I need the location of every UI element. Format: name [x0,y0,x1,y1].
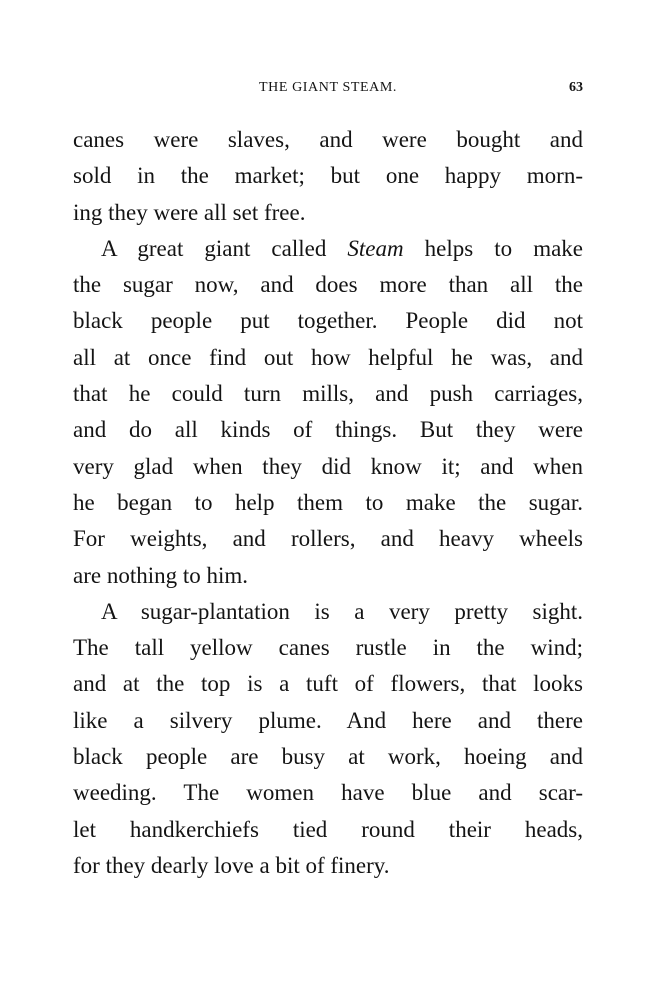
body-text [73,122,583,884]
page-number: 63 [569,80,583,95]
paragraph-3-line-3: and at the top is a tuft of flowers, that looks [73,671,583,697]
paragraph-2-line-9: For weights, and rollers, and heavy wheels [73,526,583,552]
paragraph-3-line-5: black people are busy at work, hoeing and [73,744,583,770]
paragraph-3-line-7: let handkerchiefs tied round their heads, [73,816,583,842]
paragraph-2-line-7: very glad when they did know it; and when [73,453,583,479]
paragraph-2-line-1-start: A great giant called [101,235,348,261]
paragraph-1-line-2: sold in the market; but one happy morn- [73,163,583,189]
paragraph-2-line-4: all at once find out how helpful he was, and [73,344,583,370]
paragraph-1-line-3: ing they were all set free. [73,199,306,225]
paragraph-2-line-10: are nothing to him. [73,562,249,588]
paragraph-3-line-2: The tall yellow canes rustle in the wind; [73,635,583,661]
paragraph-2-line-2: the sugar now, and does more than all the [73,272,583,298]
running-title: THE GIANT STEAM. [258,80,398,95]
paragraph-3-line-4: like a silvery plume. And here and there [73,707,583,733]
steam-italic: Steam [347,235,404,261]
paragraph-3-line-8: for they dearly love a bit of finery. [73,852,390,878]
running-head [73,76,583,100]
paragraph-2-line-1 [73,231,583,267]
paragraph-3-line-1: A sugar-plantation is a very pretty sight. [101,598,583,624]
paragraph-2-line-5: that he could turn mills, and push carriages, [73,381,583,407]
paragraph-2-line-1-end: helps to make [403,235,583,261]
paragraph-2-line-6: and do all kinds of things. But they were [73,417,583,443]
paragraph-3-line-6: weeding. The women have blue and scar- [73,780,583,806]
paragraph-2-line-3: black people put together. People did not [73,308,583,334]
paragraph-2-line-8: he began to help them to make the sugar. [73,489,583,515]
paragraph-1-line-1: canes were slaves, and were bought and [73,127,583,152]
